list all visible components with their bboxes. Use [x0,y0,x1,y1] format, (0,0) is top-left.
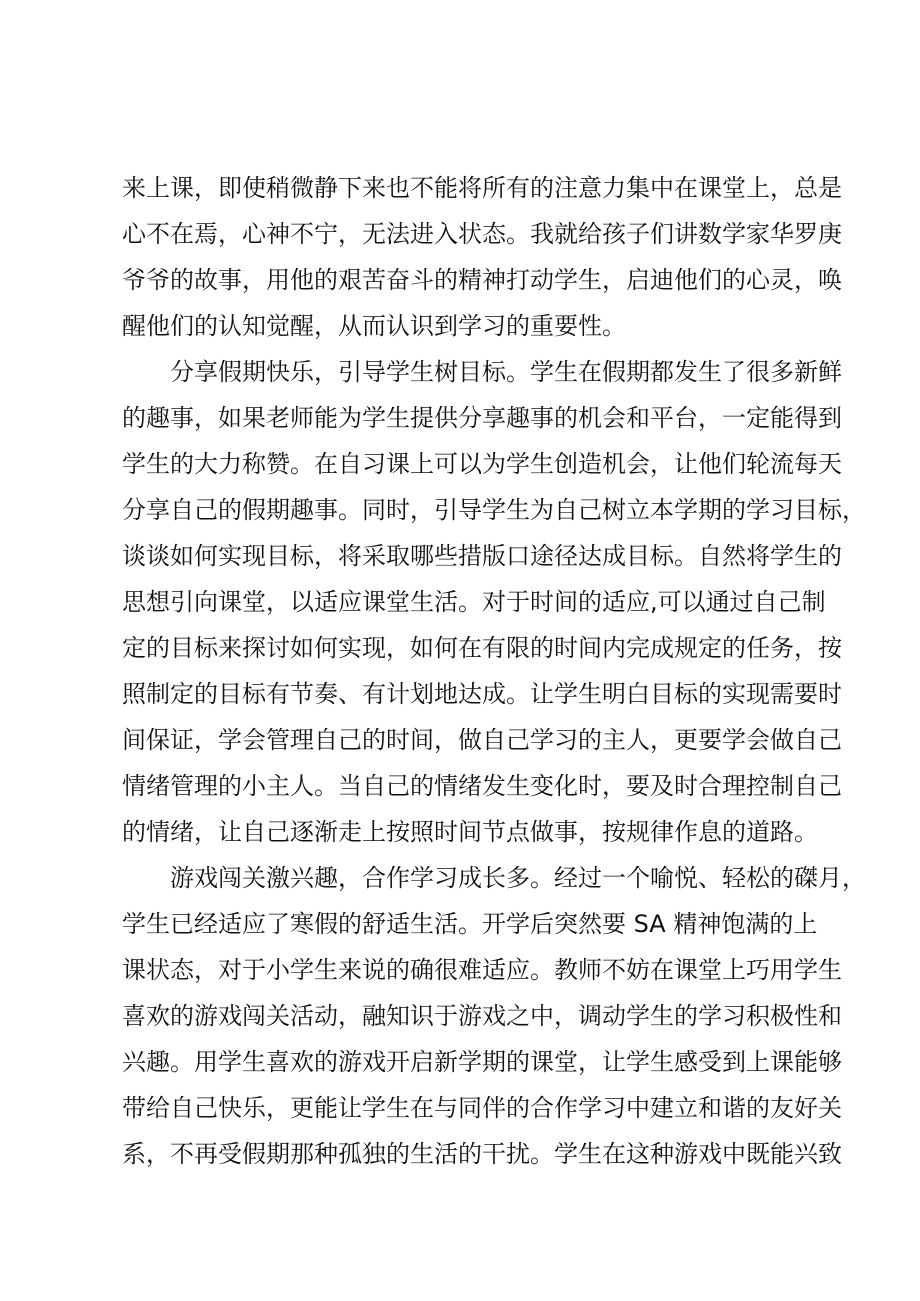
text-line: 间保证，学会管理自己的时间，做自己学习的主人，更要学会做自己 [122,726,842,754]
text-line: 系，不再受假期那种孤独的生活的干扰。学生在这种游戏中既能兴致 [122,1140,842,1168]
text-line: 思想引向课堂，以适应课堂生活。对于时间的适应,可以通过自己制 [122,588,826,616]
text-line: 定的目标来探讨如何实现，如何在有限的时间内完成规定的任务，按 [122,634,842,662]
text-line: 爷爷的故事，用他的艰苦奋斗的精神打动学生，启迪他们的心灵，唤 [122,266,842,294]
text-line: 的趣事，如果老师能为学生提供分享趣事的机会和平台，一定能得到 [122,404,842,432]
paragraph-start-line: 分享假期快乐，引导学生树目标。学生在假期都发生了很多新鲜 [170,358,842,386]
text-line: 照制定的目标有节奏、有计划地达成。让学生明白目标的实现需要时 [122,680,842,708]
text-line: 带给自己快乐，更能让学生在与同伴的合作学习中建立和谐的友好关 [122,1094,842,1122]
paragraph-start-line: 游戏闯关激兴趣，合作学习成长多。经过一个喻悦、轻松的磔月， [170,864,866,892]
text-line: 学生的大力称赞。在自习课上可以为学生创造机会，让他们轮流每天 [122,450,842,478]
body-text [122,165,866,1177]
text-line: 心不在焉，心神不宁，无法进入状态。我就给孩子们讲数学家华罗庚 [122,220,842,248]
text-line: 兴趣。用学生喜欢的游戏开启新学期的课堂，让学生感受到上课能够 [122,1048,842,1076]
text-line: 分享自己的假期趣事。同时，引导学生为自己树立本学期的学习目标， [122,496,866,524]
text-line: 课状态，对于小学生来说的确很难适应。教师不妨在课堂上巧用学生 [122,956,842,984]
text-line: 来上课，即使稍微静下来也不能将所有的注意力集中在课堂上，总是 [122,174,842,202]
text-line: 谈谈如何实现目标，将采取哪些措版口途径达成目标。自然将学生的 [122,542,842,570]
text-line: 情绪管理的小主人。当自己的情绪发生变化时，要及时合理控制自己 [122,772,842,800]
text-line: 喜欢的游戏闯关活动，融知识于游戏之中，调动学生的学习积极性和 [122,1002,842,1030]
text-line: 的情绪，让自己逐渐走上按照时间节点做事，按规律作息的道路。 [122,818,818,846]
text-line: 学生已经适应了寒假的舒适生活。开学后突然要 SA 精神饱满的上 [122,910,818,938]
text-line: 醒他们的认知觉醒，从而认识到学习的重要性。 [122,312,626,340]
